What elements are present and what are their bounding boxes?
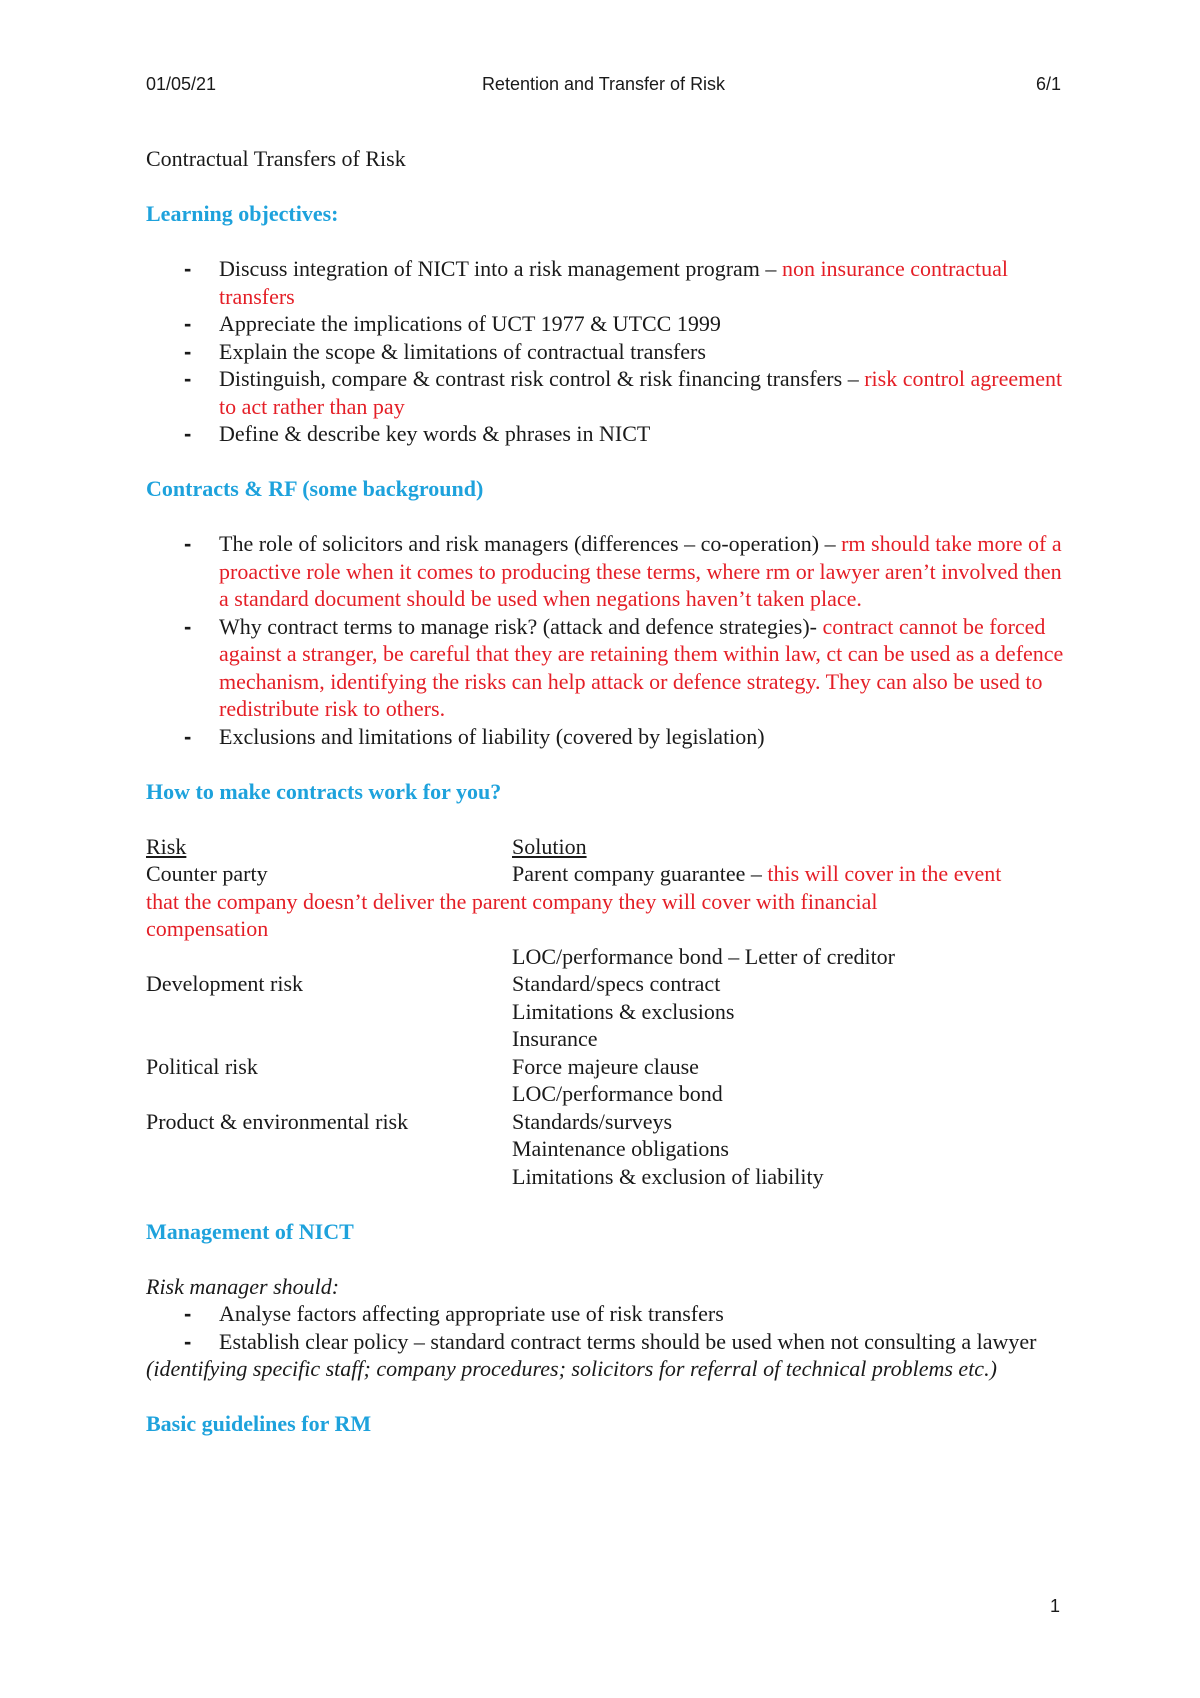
solution-cell: LOC/performance bond (512, 1081, 723, 1106)
list-item: - Explain the scope & limitations of contractual transfers (184, 338, 706, 364)
counterparty-note-line: compensation (146, 916, 269, 941)
list-item: - The role of solicitors and risk managers (differences – co-operation) – rm should take more of a proactive role when it comes to producing these terms, where rm or lawyer aren’t involved then a standard document should be used when negations haven’t taken place. (184, 531, 1062, 611)
risk-cell (146, 998, 512, 1026)
table-row (146, 1053, 1071, 1081)
contracts-heading: Contracts & RF (some background) (146, 476, 484, 501)
list-item: - Define & describe key words & phrases in NICT (184, 421, 651, 446)
solution-cell: Insurance (512, 1026, 598, 1051)
risk-cell (146, 1025, 512, 1053)
learning-objectives-list (146, 255, 1071, 448)
solution-cell: Force majeure clause (512, 1053, 699, 1079)
table-header-row (146, 833, 1071, 861)
table-row (146, 998, 1071, 1026)
dash-bullet-icon: - (184, 366, 192, 391)
list-item: - Establish clear policy – standard contract terms should be used when not consulting a lawyer (184, 1328, 1037, 1354)
risk-cell (146, 1163, 512, 1191)
risk-cell (146, 1135, 512, 1163)
table-row (146, 1135, 1071, 1163)
risk-cell: Counter party (146, 861, 268, 886)
table-row (146, 1108, 1071, 1136)
solution-cell: Standard/specs contract (512, 971, 721, 996)
management-intro: Risk manager should: (146, 1273, 340, 1299)
table-row (146, 860, 1071, 888)
dash-bullet-icon: - (184, 421, 192, 446)
list-item: - Distinguish, compare & contrast risk control & risk financing transfers – risk control agreement to act rather than pay (184, 366, 1063, 419)
page-number: 1 (1049, 1596, 1060, 1616)
guidelines-heading: Basic guidelines for RM (146, 1411, 372, 1436)
risk-cell: Political risk (146, 1053, 258, 1079)
document-title: Contractual Transfers of Risk (146, 146, 406, 171)
dash-bullet-icon: - (184, 338, 192, 364)
list-item: - Exclusions and limitations of liability (covered by legislation) (184, 723, 765, 749)
risk-column-header: Risk (146, 833, 187, 859)
dash-bullet-icon: - (184, 531, 192, 556)
dash-bullet-icon: - (184, 1328, 192, 1354)
risk-cell: Development risk (146, 971, 304, 996)
dash-bullet-icon: - (184, 311, 192, 336)
table-row (146, 1080, 1071, 1108)
header-title: Retention and Transfer of Risk (481, 74, 726, 94)
list-item: - Why contract terms to manage risk? (attack and defence strategies)- contract cannot be forced against a stranger, be careful that they are retaining them within law, ct can be used as a defence mechanism, identifying the risks can help attack or defence strategy. They can also be used to redistribute risk to others. (184, 613, 1064, 721)
page-header (146, 74, 1061, 104)
table-row (146, 943, 1071, 971)
risk-solution-table (146, 833, 1071, 1191)
management-note: (identifying specific staff; company procedures; solicitors for referral of technical problems etc.) (146, 1356, 997, 1381)
solution-cell: Maintenance obligations (512, 1136, 729, 1161)
header-ref: 6/1 (1035, 74, 1061, 94)
table-row (146, 970, 1071, 998)
header-date: 01/05/21 (146, 74, 217, 94)
management-heading: Management of NICT (146, 1218, 354, 1244)
counterparty-note-line: that the company doesn’t deliver the parent company they will cover with financial (146, 888, 878, 914)
solution-cell: LOC/performance bond – Letter of creditor (512, 943, 896, 969)
dash-bullet-icon: - (184, 1301, 192, 1326)
management-list (146, 1300, 1071, 1355)
dash-bullet-icon: - (184, 256, 192, 281)
dash-bullet-icon: - (184, 613, 192, 639)
dash-bullet-icon: - (184, 723, 192, 749)
contracts-list (146, 530, 1071, 750)
how-to-heading: How to make contracts work for you? (146, 778, 502, 804)
risk-cell (146, 943, 512, 971)
table-row (146, 1163, 1071, 1191)
solution-cell: Limitations & exclusions (512, 998, 735, 1024)
risk-cell (146, 1080, 512, 1108)
table-row (146, 1025, 1071, 1053)
learning-objectives-heading: Learning objectives: (146, 201, 339, 226)
list-item: - Discuss integration of NICT into a risk management program – non insurance contractual transfers (184, 256, 1008, 309)
solution-column-header: Solution (512, 833, 587, 859)
list-item: - Appreciate the implications of UCT 1977 & UTCC 1999 (184, 311, 721, 336)
list-item: - Analyse factors affecting appropriate use of risk transfers (184, 1301, 724, 1326)
solution-cell: Parent company guarantee – this will cover in the event (512, 861, 1002, 886)
risk-cell: Product & environmental risk (146, 1108, 409, 1134)
document-body (146, 145, 1071, 1438)
solution-cell: Standards/surveys (512, 1108, 673, 1134)
solution-cell: Limitations & exclusion of liability (512, 1163, 824, 1189)
